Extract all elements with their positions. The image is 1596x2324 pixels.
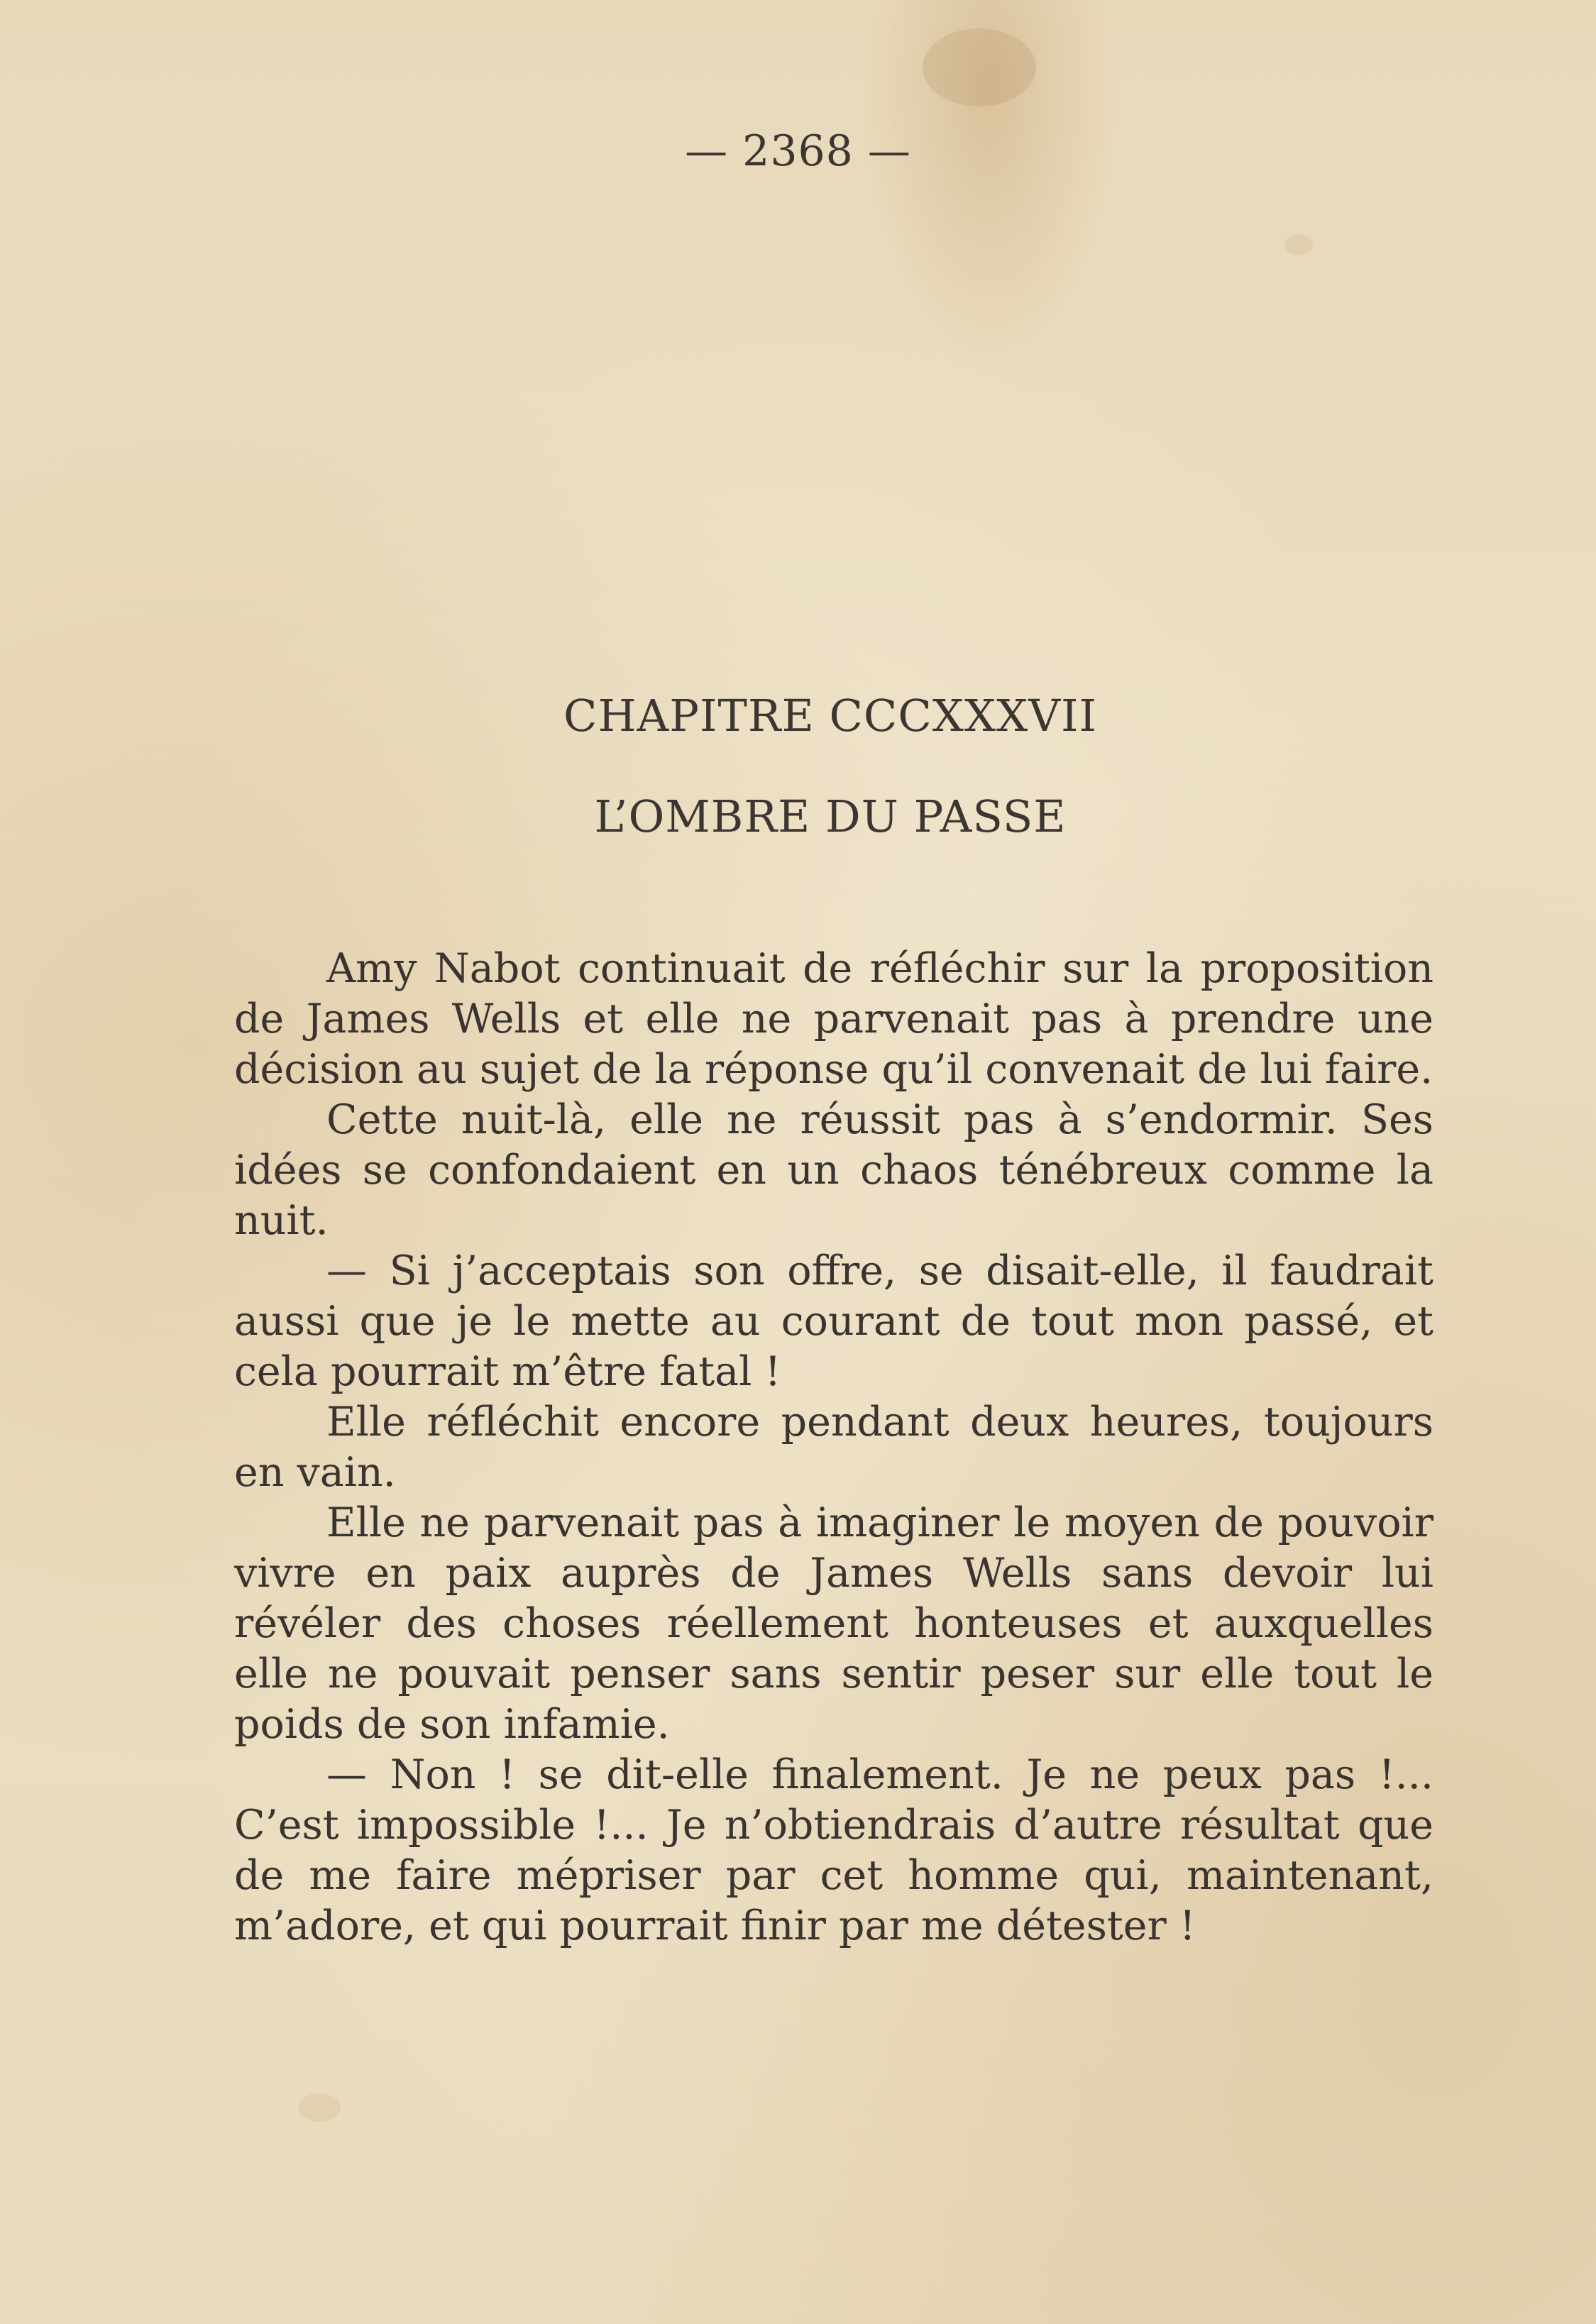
paper-stain: [923, 28, 1036, 106]
paragraph: — Si j’acceptais son offre, se disait-elle, il faudrait aussi que je le mette au courant de tout mon passé, et cela pourrait m’être fatal !: [234, 1248, 1433, 1395]
chapter-subtitle: L’OMBRE DU PASSE: [594, 791, 1067, 842]
paragraph: Cette nuit-là, elle ne réussit pas à s’endormir. Ses idées se confondaient en un chaos ténébreux comme la nuit.: [234, 1096, 1433, 1244]
paper-stain: [1284, 234, 1313, 255]
body-text: [234, 944, 1433, 1951]
paragraph: Amy Nabot continuait de réfléchir sur la proposition de James Wells et elle ne parvenait pas à prendre une décision au sujet de la réponse qu’il convenait de lui faire.: [234, 945, 1433, 1093]
page-number: — 2368 —: [685, 126, 911, 176]
chapter-title: CHAPITRE CCCXXXVII: [563, 690, 1097, 742]
paragraph: — Non ! se dit-elle finalement. Je ne peux pas !... C’est impossible !... Je n’obtiendrais d’autre résultat que de me faire mépriser par cet homme qui, maintenant, m’adore, et qui pourrait finir par me détester !: [234, 1751, 1433, 1949]
paragraph: Elle ne parvenait pas à imaginer le moyen de pouvoir vivre en paix auprès de James Wells sans devoir lui révéler des choses réellement honteuses et auxquelles elle ne pouvait penser sans sentir peser sur elle tout le poids de son infamie.: [234, 1499, 1433, 1748]
paragraph: Elle réfléchit encore pendant deux heures, toujours en vain.: [234, 1399, 1433, 1496]
paper-stain: [298, 2093, 341, 2122]
